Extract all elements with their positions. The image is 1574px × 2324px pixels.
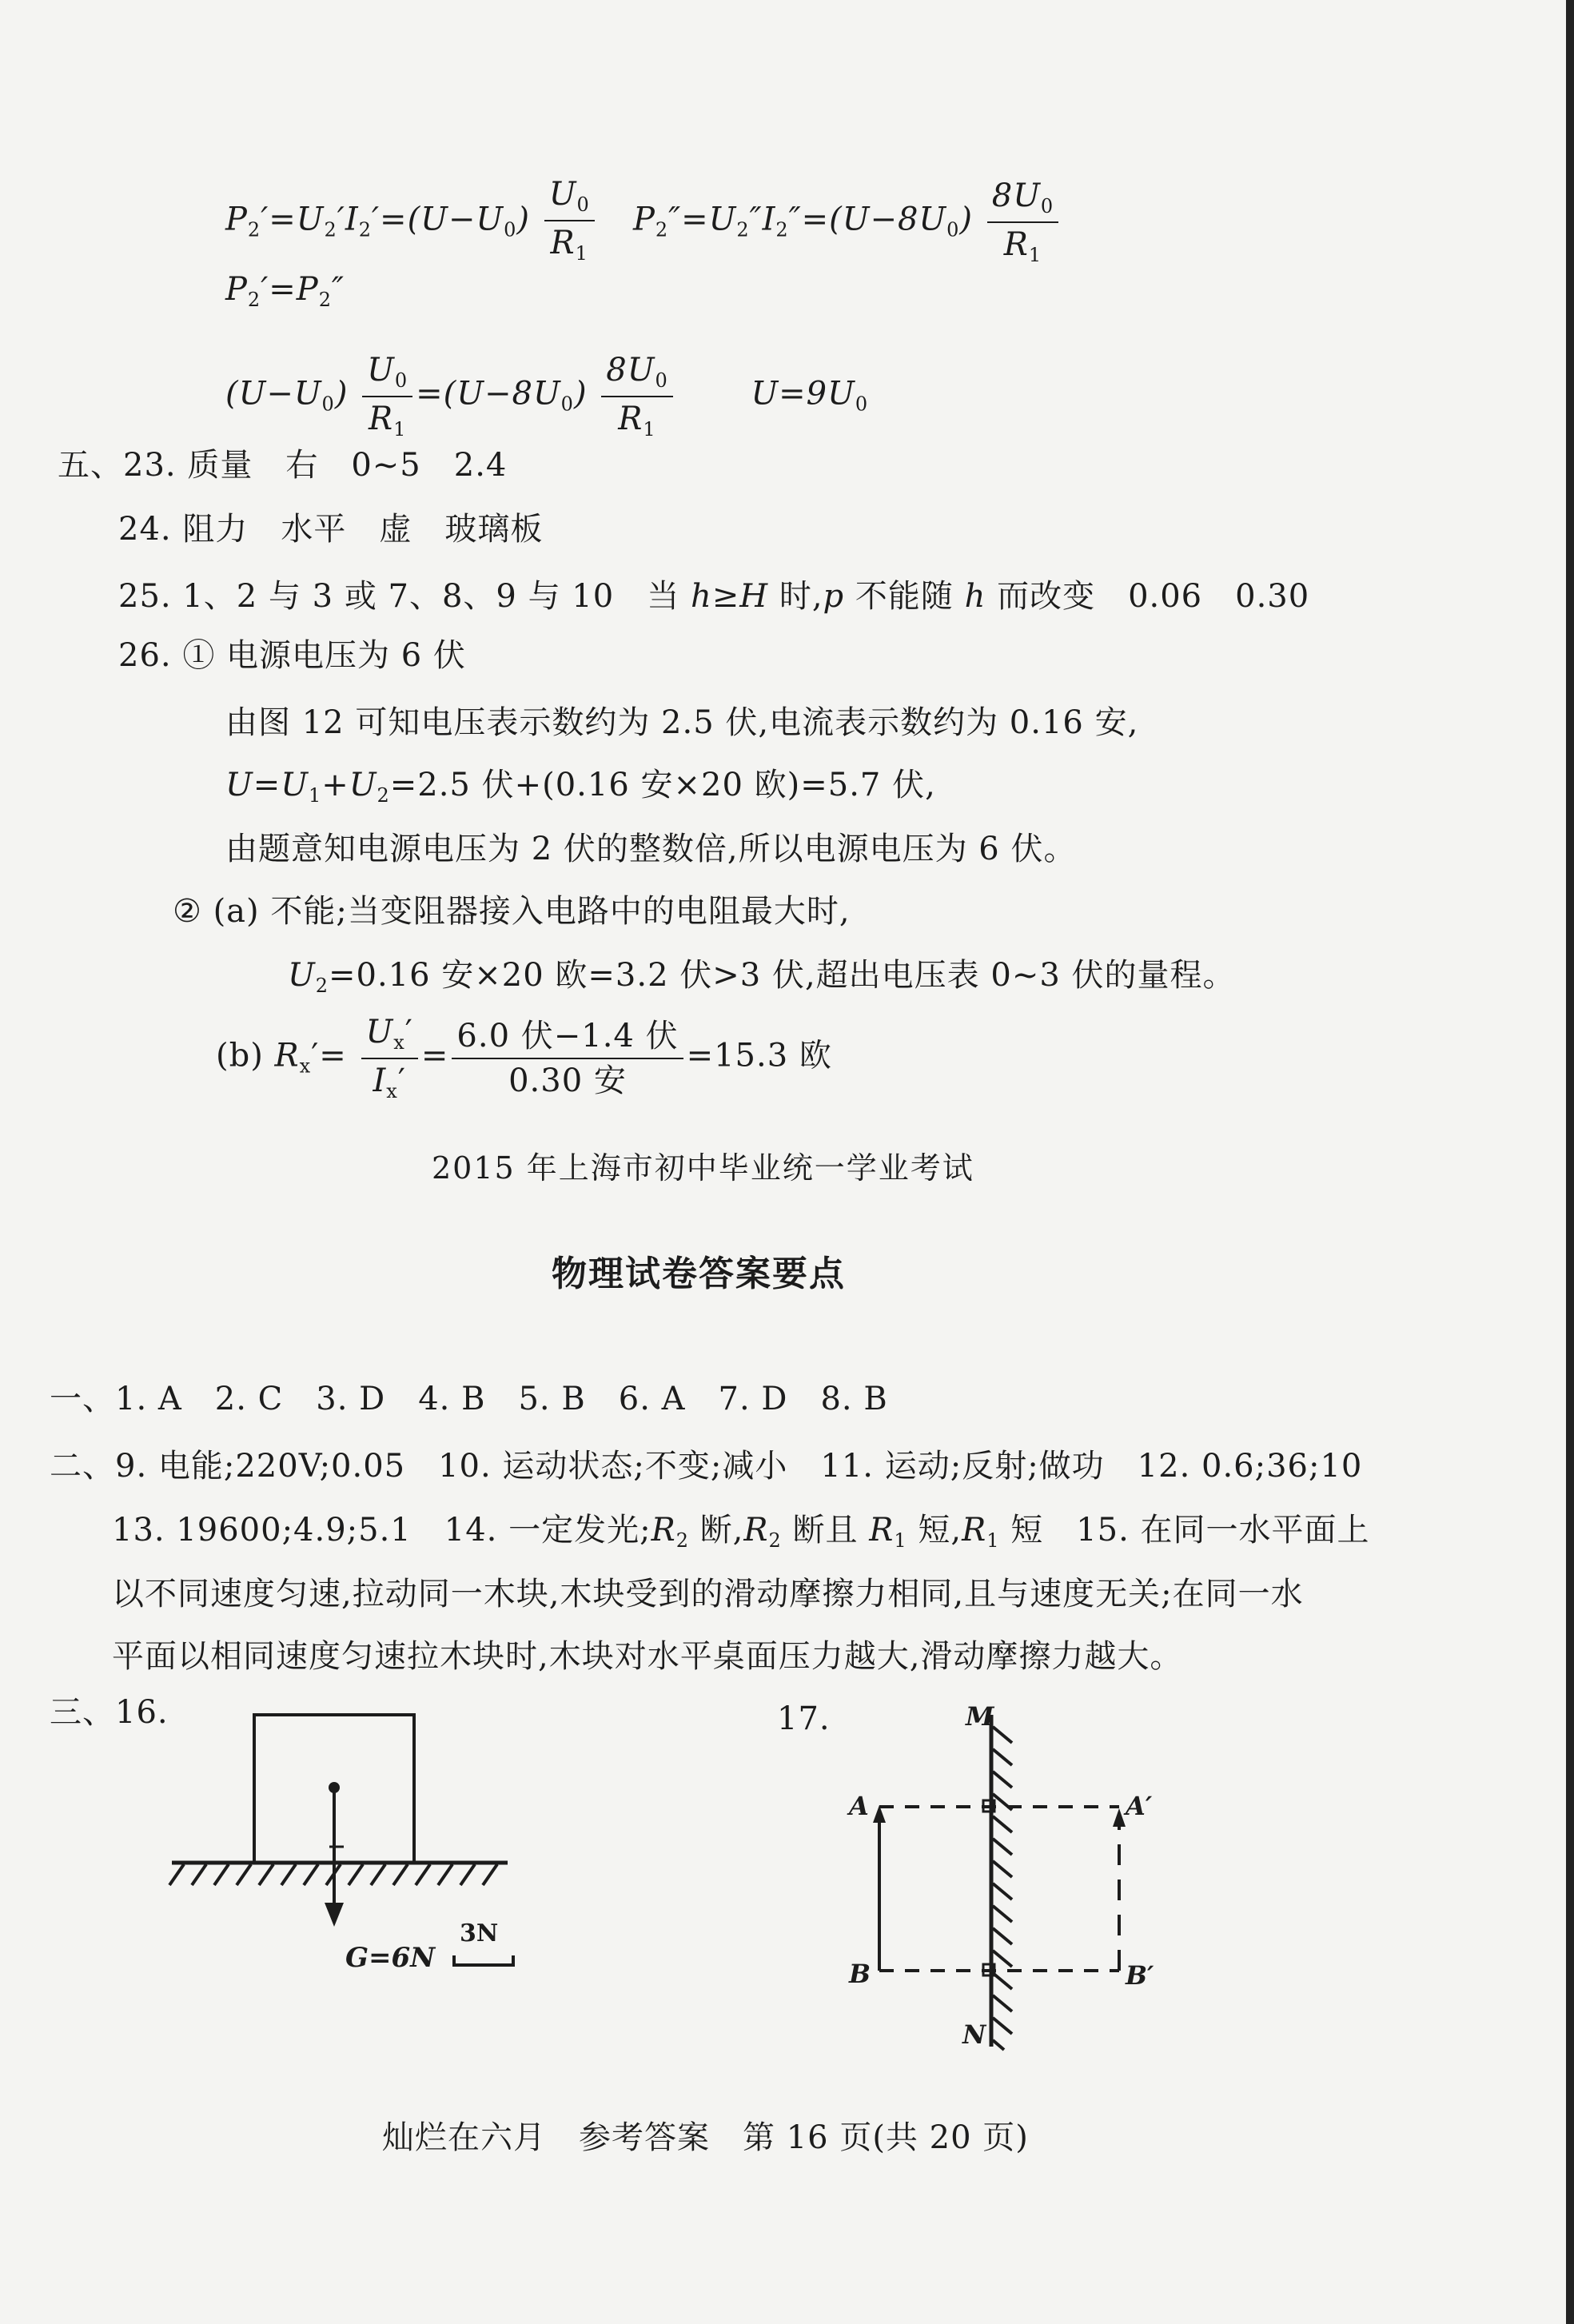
image-arrow-head <box>1113 1808 1126 1827</box>
label-A: A <box>849 1791 869 1821</box>
q17-label: 17. <box>777 1700 831 1737</box>
answer-section-1: 一、1. A 2. C 3. D 4. B 5. B 6. A 7. D 8. B <box>50 1381 888 1417</box>
scale-label: 3N <box>460 1919 499 1947</box>
answer-q25: 25. 1、2 与 3 或 7、8、9 与 10 当 h≥H 时,p 不能随 h 而改变 0.06 0.30 <box>118 578 1310 615</box>
answer-section-2-line4: 平面以相同速度匀速拉木块时,木块对水平桌面压力越大,滑动摩擦力越大。 <box>112 1638 1183 1675</box>
gravity-force-label: G=6N <box>345 1942 436 1974</box>
label-B-prime: B′ <box>1126 1960 1154 1991</box>
formula-p2-prime: $P_2'=U_2'I_2'=(U-U_0)$ $\frac{U_0}{R_1}$ <box>225 177 598 266</box>
answer-section-3-label: 三、16. <box>50 1694 169 1731</box>
answer-q26-reading: 由图 12 可知电压表示数约为 2.5 伏,电流表示数约为 0.16 安, <box>225 704 1139 741</box>
answer-q23: 五、23. 质量 右 0~5 2.4 <box>58 447 508 484</box>
gravity-arrow-head <box>325 1903 344 1927</box>
answer-q26-calc: $U=U_1+U_2=2.5$ 伏+(0.16 安×20 欧)=5.7 伏, <box>225 767 936 807</box>
label-A-prime: A′ <box>1126 1791 1153 1821</box>
answer-q26-2a: ② (a) 不能;当变阻器接入电路中的电阻最大时, <box>173 893 851 930</box>
formula-balance: $(U-U_0)$ $\frac{U_0}{R_1}$ $=(U-8U_0)$ $\frac{8U_0}{R_1}$ $U=9U_0$ <box>225 352 869 440</box>
page-edge-shadow <box>1566 0 1574 2324</box>
figure-16-gravity-diagram <box>160 1703 528 1991</box>
scale-bar <box>454 1955 513 1965</box>
page-footer: 灿烂在六月 参考答案 第 16 页(共 20 页) <box>382 2119 1029 2156</box>
label-B: B <box>849 1959 871 1989</box>
exam-title-2015: 2015 年上海市初中毕业统一学业考试 <box>432 1150 974 1186</box>
answer-section-2-line3: 以不同速度匀速,拉动同一木块,木块受到的滑动摩擦力相同,且与速度无关;在同一水 <box>112 1576 1304 1612</box>
answer-q24: 24. 阻力 水平 虚 玻璃板 <box>118 511 544 548</box>
answer-q26-conclusion: 由题意知电源电压为 2 伏的整数倍,所以电源电压为 6 伏。 <box>225 831 1077 867</box>
label-M: M <box>966 1701 994 1732</box>
answer-section-2-line1: 二、9. 电能;220V;0.05 10. 运动状态;不变;减小 11. 运动;反射;做功 12. 0.6;36;10 <box>50 1448 1363 1485</box>
answer-q26-1: 26. ① 电源电压为 6 伏 <box>118 637 466 674</box>
mirror-hatching <box>993 1727 1012 2050</box>
label-N: N <box>962 2019 986 2050</box>
answer-q26-2a-calc: $U_2=0.16$ 安×20 欧=3.2 伏>3 伏,超出电压表 0~3 伏的量程。 <box>288 957 1236 997</box>
figure-17-mirror-diagram <box>831 1695 1247 2063</box>
formula-p2-double-prime: $P_2''=U_2''I_2''=(U-8U_0)$ $\frac{8U_0}{R_1}$ <box>633 177 1062 266</box>
answer-key-title: 物理试卷答案要点 <box>552 1254 846 1294</box>
answer-q26-2b: (b) $R_x'=$ $\frac{U_x'}{I_x'}$ = $\frac{\text{6.0 伏−1.4 伏}}{\text{0.30 安}}$ =15.3 欧 <box>216 1014 832 1102</box>
formula-equal-powers: $P_2'=P_2''$ <box>225 271 345 311</box>
answer-section-2-line2: 13. 19600;4.9;5.1 14. 一定发光$;R_2$ 断$,R_2$ 断且 $R_1$ 短$,R_1$ 短 15. 在同一水平面上 <box>112 1512 1370 1552</box>
